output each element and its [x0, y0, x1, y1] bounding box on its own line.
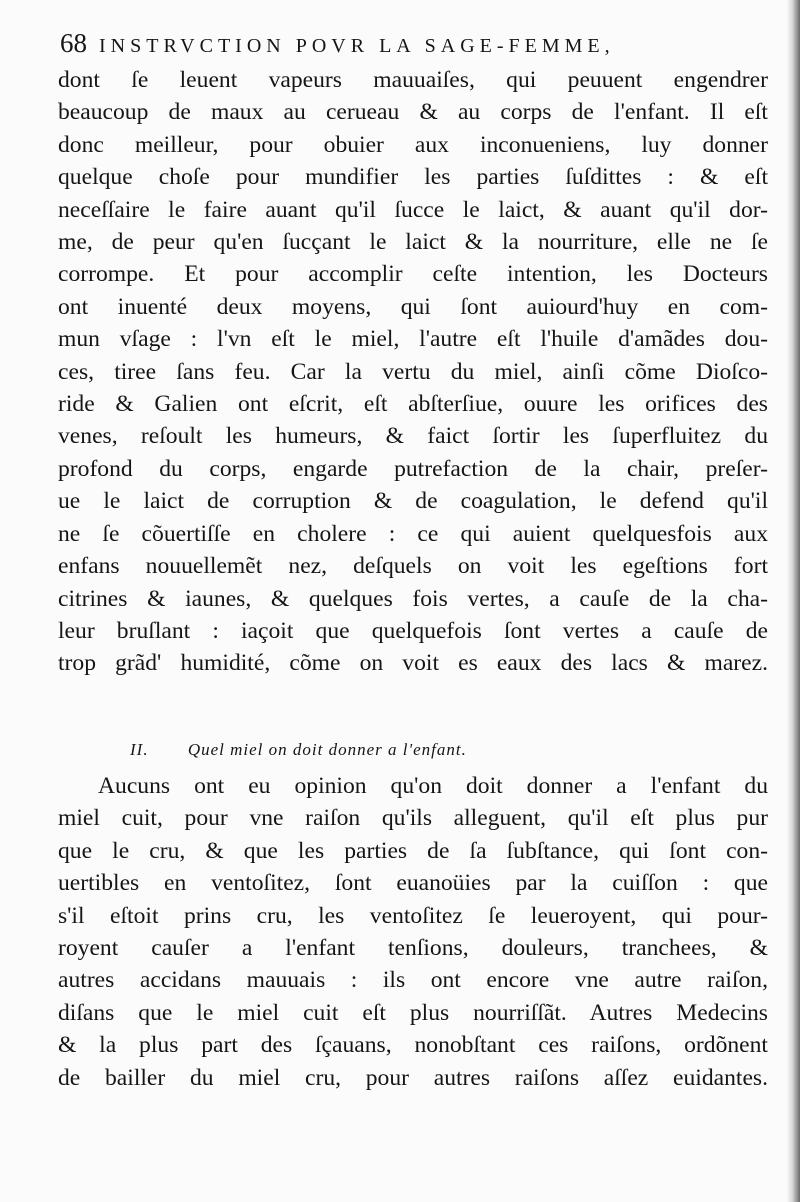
text-line: quelque choſe pour mundifier les parties ſuſdittes : & eſt [58, 164, 768, 191]
text-line: leur bruſlant : iaçoit que quelquefois ſont vertes a cauſe de [58, 617, 768, 644]
text-line: ride & Galien ont eſcrit, eſt abſterſiue, ouure les orifices des [58, 391, 768, 418]
text-line: & la plus part des ſçauans, nonobſtant ces raiſons, ordõnent [58, 1032, 768, 1059]
text-line: autres accidans mauuais : ils ont encore vne autre raiſon, [58, 967, 768, 994]
text-line: ont inuenté deux moyens, qui ſont auiourd'huy en com- [58, 293, 768, 320]
text-line: miel cuit, pour vne raiſon qu'ils alleguent, qu'il eſt plus pur [58, 805, 768, 832]
text-line: enfans nouuellemẽt nez, deſquels on voit les egeſtions fort [58, 553, 768, 580]
text-line: ue le laict de corruption & de coagulation, le defend qu'il [58, 488, 768, 515]
section-title: Quel miel on doit donner a l'enfant. [187, 740, 467, 759]
text-line: beaucoup de maux au cerueau & au corps de l'enfant. Il eſt [58, 99, 768, 126]
section-number: II. [130, 740, 149, 759]
text-line: trop grãd' humidité, cõme on voit es eaux des lacs & marez. [58, 650, 768, 677]
page-header [60, 28, 760, 59]
paragraph-1 [58, 64, 768, 680]
text-line: mun vſage : l'vn eſt le miel, l'autre eſt l'huile d'amãdes dou- [58, 326, 768, 353]
page-number: 68 [60, 28, 87, 58]
text-line: royent cauſer a l'enfant tenſions, douleurs, tranchees, & [58, 935, 768, 962]
running-head: INSTRVCTION POVR LA SAGE-FEMME, [99, 35, 615, 57]
text-line: dont ſe leuent vapeurs mauuaiſes, qui peuuent engendrer [58, 67, 768, 93]
text-line: neceſſaire le faire auant qu'il ſucce le laict, & auant qu'il dor- [58, 196, 768, 223]
text-line: profond du corps, engarde putrefaction de la chair, preſer- [58, 455, 768, 482]
text-line: donc meilleur, pour obuier aux inconueniens, luy donner [58, 131, 768, 158]
text-line: que le cru, & que les parties de ſa ſubſtance, qui ſont con- [58, 837, 768, 864]
section-heading [130, 740, 467, 760]
text-line: diſans que le miel cuit eſt plus nourriſſãt. Autres Medecins [58, 999, 768, 1026]
text-line: ne ſe cõuertiſſe en cholere : ce qui auient quelquesfois aux [58, 520, 768, 547]
text-line: uertibles en ventoſitez, ſont euanoüies par la cuiſſon : que [58, 870, 768, 897]
paragraph-2 [58, 770, 768, 1094]
text-line: corrompe. Et pour accomplir ceſte intention, les Docteurs [58, 261, 768, 288]
text-line: citrines & iaunes, & quelques fois vertes, a cauſe de la cha- [58, 585, 768, 612]
page-edge-shadow [786, 0, 800, 1202]
text-line: ces, tiree ſans feu. Car la vertu du miel, ainſi cõme Dioſco- [58, 358, 768, 385]
text-line: Aucuns ont eu opinion qu'on doit donner a l'enfant du [98, 773, 768, 799]
text-line: me, de peur qu'en ſucçant le laict & la nourriture, elle ne ſe [58, 229, 768, 256]
text-line: venes, reſoult les humeurs, & faict ſortir les ſuperfluitez du [58, 423, 768, 450]
text-line: s'il eſtoit prins cru, les ventoſitez ſe leueroyent, qui pour- [58, 902, 768, 929]
text-line: de bailler du miel cru, pour autres raiſons aſſez euidantes. [58, 1064, 768, 1091]
